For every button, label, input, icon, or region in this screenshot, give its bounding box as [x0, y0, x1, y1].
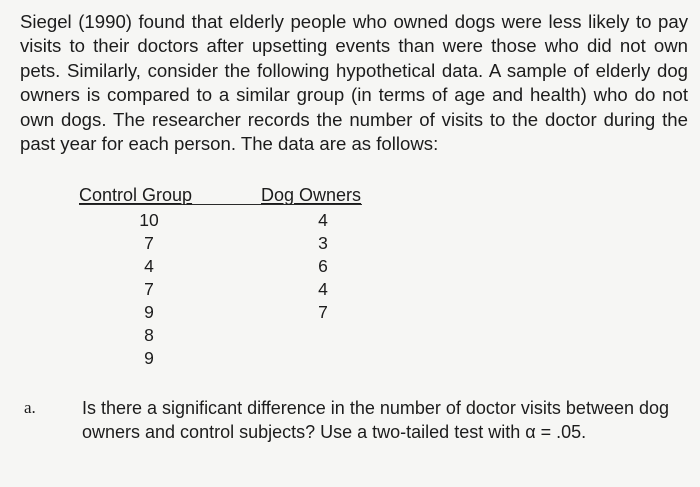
dog-owner-value: 4	[318, 279, 328, 299]
dog-owner-value: 3	[318, 233, 328, 253]
control-group-values	[128, 209, 170, 370]
question-text: Is there a significant difference in the number of doctor visits between dog owners and control subjects? Use a two-tailed test with α = .05.	[82, 398, 670, 442]
control-value: 10	[139, 210, 159, 230]
dog-owner-value: 6	[318, 256, 328, 276]
control-value: 7	[144, 279, 154, 299]
dog-owners-header: Dog Owners	[261, 185, 362, 205]
question-label: a.	[24, 398, 36, 417]
control-value: 9	[144, 348, 154, 368]
control-value: 7	[144, 233, 154, 253]
control-value: 8	[144, 325, 154, 345]
control-value: 4	[144, 256, 154, 276]
dog-owner-value: 7	[318, 302, 328, 322]
control-value: 9	[144, 302, 154, 322]
control-group-header: Control Group	[79, 185, 193, 205]
dog-owner-value: 4	[318, 210, 328, 230]
problem-statement: Siegel (1990) found that elderly people who owned dogs were less likely to pay visits to their doctors after upsetting events than were those who did not own pets. Similarly, consider the following hypothetical data. A sample of elderly dog owners is compared to a similar group (in terms of age and health) who do not own dogs. The researcher records the number of visits to the doctor during the past year for each person. The data are as follows:	[20, 11, 688, 155]
dog-owners-values	[302, 209, 344, 324]
